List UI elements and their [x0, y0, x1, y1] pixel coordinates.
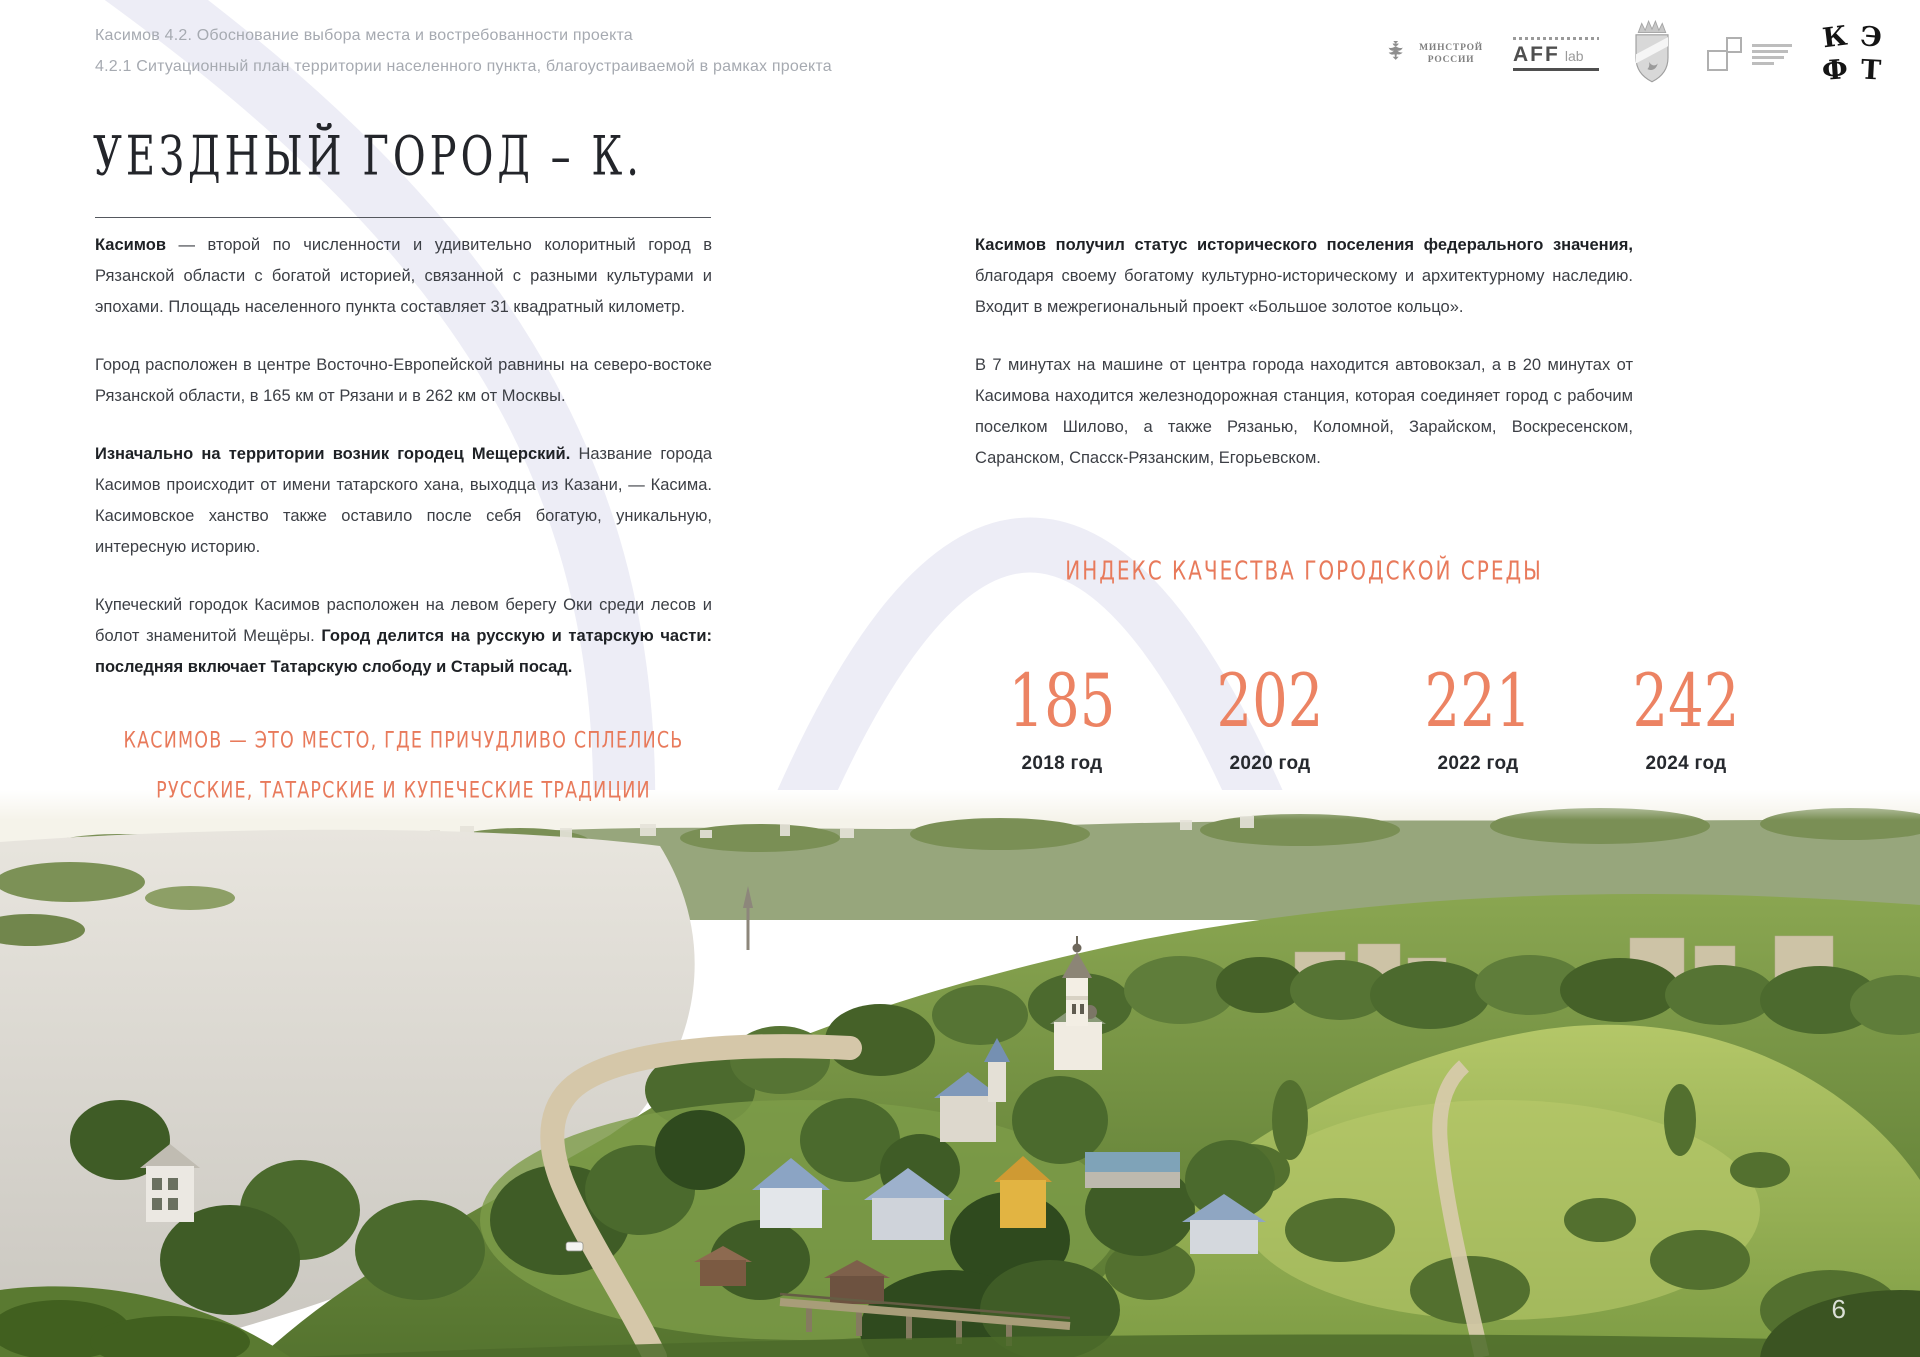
stat-value: 221 — [1424, 659, 1532, 744]
stat-year: 2020 год — [1229, 753, 1311, 774]
paragraph: Купеческий городок Касимов расположен на левом берегу Оки среди лесов и болот знаменитой Мещёры. Город делится на русскую и татарскую части: последняя включает Татарскую слободу и Старый посад. — [95, 596, 712, 676]
index-quality-title: ИНДЕКС КАЧЕСТВА ГОРОДСКОЙ СРЕДЫ — [1065, 555, 1543, 586]
breadcrumb-line-1: Касимов 4.2. Обоснование выбора места и востребованности проекта — [95, 27, 633, 44]
left-text-column — [95, 230, 712, 805]
aff-lab-logo — [1513, 37, 1599, 71]
squares-icon — [1705, 33, 1747, 75]
kasimov-coat-of-arms-icon — [1629, 20, 1675, 89]
breadcrumb-line-2: 4.2.1 Ситуационный план территории населенного пункта, благоустраиваемой в рамках проекта — [95, 58, 832, 75]
competition-text-lines — [1752, 41, 1792, 68]
accent-quote: КАСИМОВ — ЭТО МЕСТО, ГДЕ ПРИЧУДЛИВО СПЛЕЛИСЬ РУССКИЕ, ТАТАРСКИЕ И КУПЕЧЕСКИЕ ТРАДИЦИИ — [123, 728, 684, 805]
stat-year: 2018 год — [1021, 753, 1103, 774]
brand-glyph: Т — [1860, 53, 1882, 87]
partner-logos — [1384, 16, 1884, 92]
minstroy-line1: МИНСТРОЙ — [1419, 43, 1483, 53]
title-divider — [95, 217, 711, 218]
right-text-column — [975, 230, 1633, 586]
competition-logo — [1705, 33, 1792, 75]
paragraph: Изначально на территории возник городец Мещерский. Название города Касимов происходит от имени татарского хана, выходца из Казани, — Касима. Касимовское ханство также оставило после себя богатую, уникальную, интересную историю. — [95, 445, 712, 556]
stat-year: 2022 год — [1437, 753, 1519, 774]
brand-glyph: К — [1820, 20, 1850, 54]
paragraph: Город расположен в центре Восточно-Европейской равнины на северо-востоке Рязанской области, в 165 км от Рязани и в 262 км от Москвы. — [95, 356, 712, 405]
index-stat — [1582, 659, 1790, 775]
paragraph: Касимов получил статус исторического поселения федерального значения, благодаря своему богатому культурно-историческому и архитектурному наследию. Входит в межрегиональный проект «Большое золотое кольцо». — [975, 236, 1633, 316]
stat-value: 242 — [1632, 659, 1740, 744]
right-paragraphs — [975, 230, 1633, 474]
page-title: УЕЗДНЫЙ ГОРОД – К. — [93, 126, 643, 189]
paragraph: В 7 минутах на машине от центра города находится автовокзал, а в 20 минутах от Касимова находится железнодорожная станция, которая соединяет город с рабочим поселком Шилово, а также Рязанью, Коломной, Зарайском, Воскресенском, Саранском, Спасск-Рязанским, Егорьевском. — [975, 356, 1633, 467]
index-stat — [1374, 659, 1582, 775]
eagle-emblem-icon — [1384, 38, 1412, 71]
stat-year: 2024 год — [1645, 753, 1727, 774]
kasimov-landscape-photo — [0, 790, 1920, 1357]
minstroy-logo — [1384, 38, 1483, 71]
index-stat — [958, 659, 1166, 775]
page-number: 6 — [1831, 1294, 1846, 1324]
left-paragraphs — [95, 230, 712, 683]
index-quality-stats — [958, 659, 1790, 775]
minstroy-line2: РОССИИ — [1427, 55, 1475, 65]
index-stat — [1166, 659, 1374, 775]
breadcrumb — [95, 20, 832, 82]
minstroy-label — [1419, 42, 1483, 66]
aff-name: AFF — [1513, 43, 1560, 66]
paragraph: Касимов — второй по численности и удивительно колоритный город в Рязанской области с богатой историей, связанной с разными культурами и эпохами. Площадь населенного пункта составляет 31 квадратный километр. — [95, 236, 712, 316]
aff-suffix: lab — [1564, 48, 1584, 64]
aff-dotted-line — [1513, 37, 1599, 40]
stat-value: 185 — [1008, 659, 1116, 744]
stat-value: 202 — [1216, 659, 1324, 744]
brand-glyph: Ф — [1821, 53, 1849, 87]
brand-glyph: Э — [1858, 20, 1884, 54]
kasimov-brand-glyphs-logo — [1820, 20, 1884, 87]
